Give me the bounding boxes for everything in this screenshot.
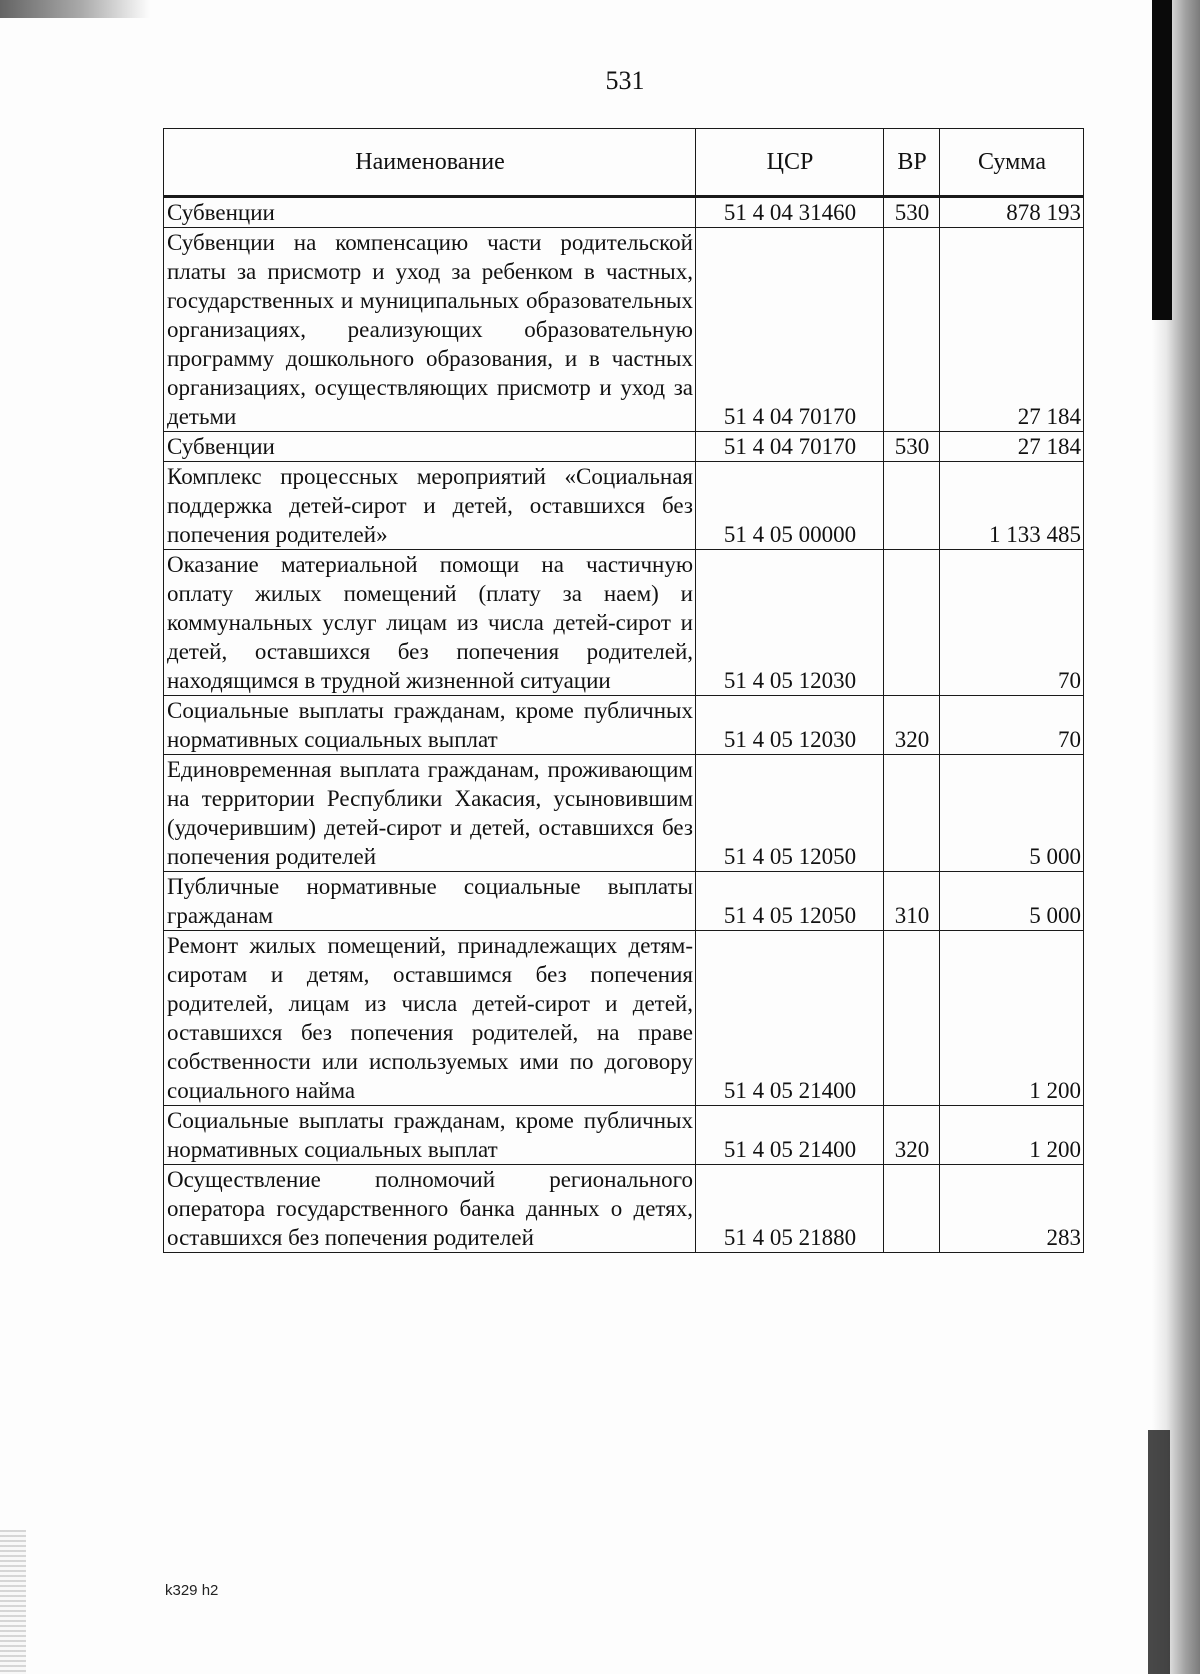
- row-vr: [884, 931, 940, 1106]
- row-csr: 51 4 05 21400: [696, 1106, 884, 1165]
- row-name: Субвенции на компенсацию части родительской платы за присмотр и уход за ребенком в частных, государственных и муниципальных образовательных организациях, реализующих образовательную программу дошкольного образования, и в частных организациях, осуществляющих присмотр и уход за детьми: [164, 228, 696, 432]
- scan-artifact-left-noise: [0, 1530, 26, 1674]
- row-name: Субвенции: [164, 197, 696, 228]
- row-name: Субвенции: [164, 432, 696, 462]
- budget-table: [163, 128, 1084, 1253]
- table-row: [164, 696, 1084, 755]
- row-name: Социальные выплаты гражданам, кроме публичных нормативных социальных выплат: [164, 1106, 696, 1165]
- row-name: Осуществление полномочий регионального оператора государственного банка данных о детях, оставшихся без попечения родителей: [164, 1165, 696, 1253]
- row-vr: 530: [884, 432, 940, 462]
- table-row: [164, 1106, 1084, 1165]
- header-sum: Сумма: [940, 129, 1084, 197]
- row-vr: [884, 462, 940, 550]
- row-sum: 283: [940, 1165, 1084, 1253]
- document-footer-code: k329 h2: [165, 1582, 219, 1599]
- row-sum: 27 184: [940, 432, 1084, 462]
- header-csr: ЦСР: [696, 129, 884, 197]
- table-row: [164, 462, 1084, 550]
- row-vr: [884, 755, 940, 872]
- row-vr: 530: [884, 197, 940, 228]
- table-row: [164, 1165, 1084, 1253]
- scan-artifact-top-left: [0, 0, 150, 18]
- row-sum: 70: [940, 696, 1084, 755]
- row-sum: 5 000: [940, 755, 1084, 872]
- row-vr: 320: [884, 1106, 940, 1165]
- table-row: [164, 931, 1084, 1106]
- row-csr: 51 4 05 12050: [696, 872, 884, 931]
- row-vr: [884, 228, 940, 432]
- row-csr: 51 4 05 21400: [696, 931, 884, 1106]
- row-name: Единовременная выплата гражданам, проживающим на территории Республики Хакасия, усыновившим (удочерившим) детей-сирот и детей, оставшихся без попечения родителей: [164, 755, 696, 872]
- table-row: [164, 755, 1084, 872]
- row-sum: 878 193: [940, 197, 1084, 228]
- row-vr: [884, 1165, 940, 1253]
- table-row: [164, 872, 1084, 931]
- row-csr: 51 4 05 12030: [696, 550, 884, 696]
- table-header-row: [164, 129, 1084, 197]
- table-row: [164, 432, 1084, 462]
- table-row: [164, 197, 1084, 228]
- row-vr: [884, 550, 940, 696]
- row-sum: 1 200: [940, 931, 1084, 1106]
- row-name: Комплекс процессных мероприятий «Социальная поддержка детей-сирот и детей, оставшихся без попечения родителей»: [164, 462, 696, 550]
- row-sum: 27 184: [940, 228, 1084, 432]
- header-name: Наименование: [164, 129, 696, 197]
- page-number: 531: [605, 66, 645, 95]
- scan-artifact-right-strip-bottom: [1148, 1430, 1170, 1674]
- row-csr: 51 4 05 12050: [696, 755, 884, 872]
- row-vr: 310: [884, 872, 940, 931]
- header-vr: ВР: [884, 129, 940, 197]
- row-csr: 51 4 04 31460: [696, 197, 884, 228]
- table-row: [164, 228, 1084, 432]
- row-csr: 51 4 05 21880: [696, 1165, 884, 1253]
- table-row: [164, 550, 1084, 696]
- row-name: Оказание материальной помощи на частичную оплату жилых помещений (плату за наем) и коммунальных услуг лицам из числа детей-сирот и детей, оставшихся без попечения родителей, находящимся в трудной жизненной ситуации: [164, 550, 696, 696]
- row-csr: 51 4 04 70170: [696, 228, 884, 432]
- row-sum: 1 133 485: [940, 462, 1084, 550]
- row-csr: 51 4 04 70170: [696, 432, 884, 462]
- row-sum: 1 200: [940, 1106, 1084, 1165]
- row-sum: 70: [940, 550, 1084, 696]
- row-name: Публичные нормативные социальные выплаты гражданам: [164, 872, 696, 931]
- row-vr: 320: [884, 696, 940, 755]
- row-sum: 5 000: [940, 872, 1084, 931]
- row-csr: 51 4 05 12030: [696, 696, 884, 755]
- row-csr: 51 4 05 00000: [696, 462, 884, 550]
- row-name: Ремонт жилых помещений, принадлежащих детям-сиротам и детям, оставшимся без попечения родителей, лицам из числа детей-сирот и детей, оставшихся без попечения родителей, на праве собственности или используемых ими по договору социального найма: [164, 931, 696, 1106]
- scan-artifact-right-strip: [1152, 0, 1172, 320]
- row-name: Социальные выплаты гражданам, кроме публичных нормативных социальных выплат: [164, 696, 696, 755]
